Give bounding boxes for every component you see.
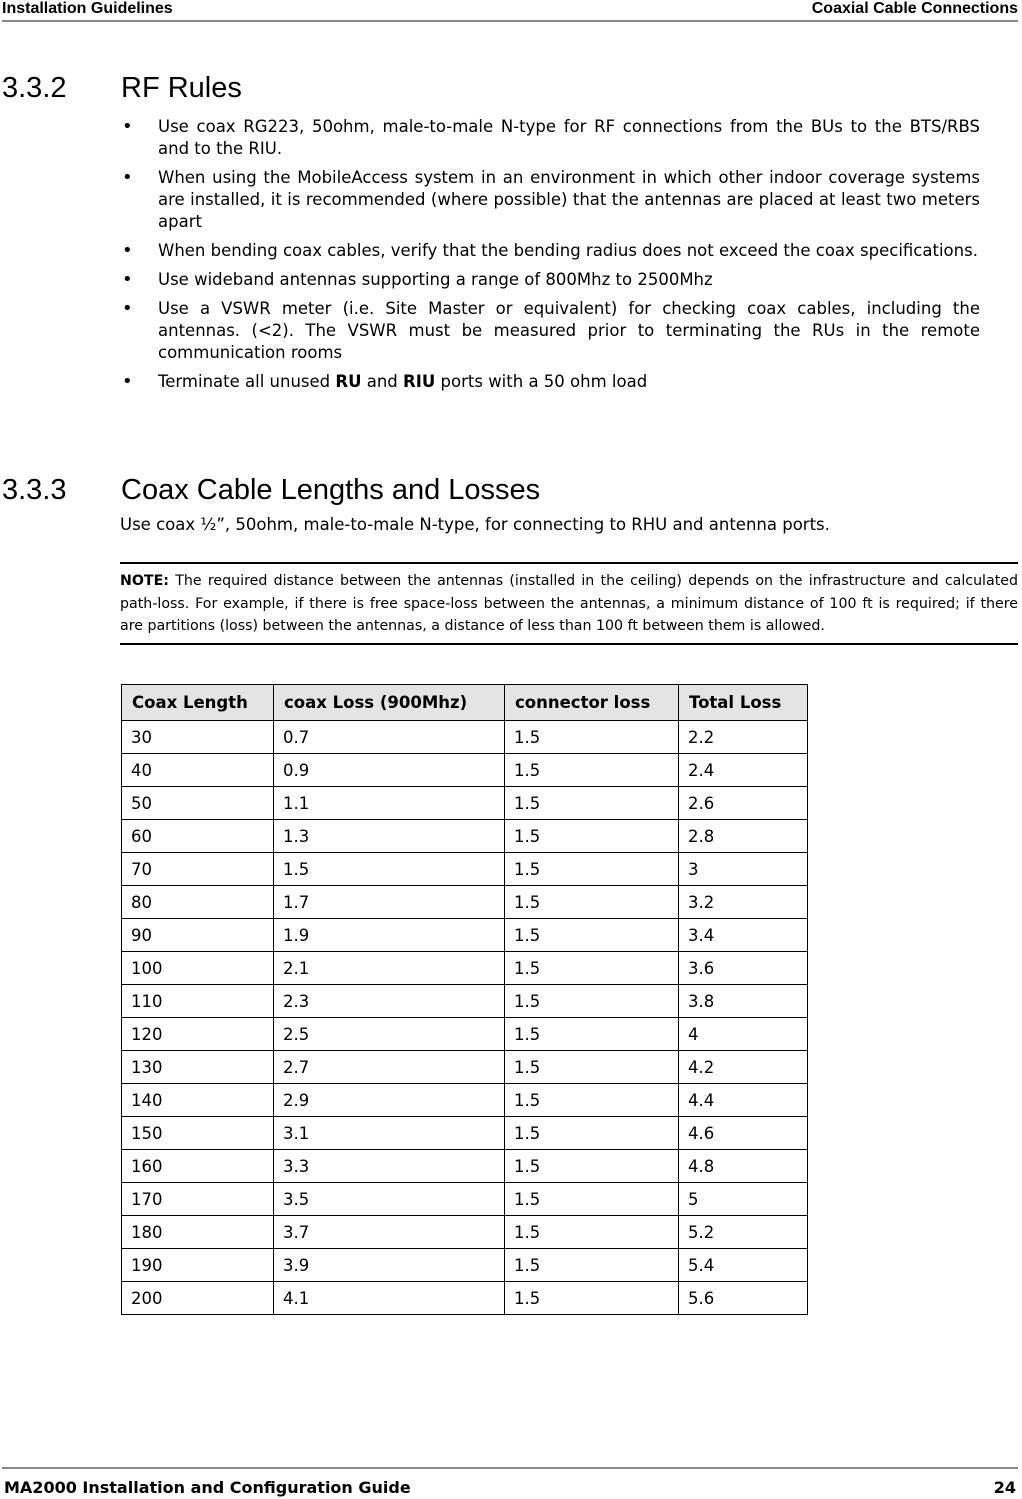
table-cell: 1.9 xyxy=(274,919,505,952)
table-row xyxy=(122,985,808,1018)
table-cell: 4.1 xyxy=(274,1282,505,1315)
table-cell: 1.5 xyxy=(505,886,679,919)
table-cell: 5.4 xyxy=(679,1249,808,1282)
table-cell: 4.6 xyxy=(679,1117,808,1150)
section-title: RF Rules xyxy=(121,72,242,104)
table-cell: 3.2 xyxy=(679,886,808,919)
page-footer xyxy=(2,1467,1018,1499)
list-item-text-suffix: ports with a 50 ohm load xyxy=(435,372,648,391)
table-row xyxy=(122,1117,808,1150)
list-item xyxy=(120,240,980,262)
table-row xyxy=(122,952,808,985)
table-cell: 110 xyxy=(122,985,274,1018)
table-cell: 2.4 xyxy=(679,754,808,787)
table-cell: 160 xyxy=(122,1150,274,1183)
section-heading-rf-rules xyxy=(2,72,902,108)
table-row xyxy=(122,754,808,787)
table-cell: 1.5 xyxy=(274,853,505,886)
table-cell: 3.6 xyxy=(679,952,808,985)
list-item xyxy=(120,269,980,291)
table-cell: 2.2 xyxy=(679,721,808,754)
table-cell: 2.9 xyxy=(274,1084,505,1117)
table-cell: 1.5 xyxy=(505,1051,679,1084)
note-text: The required distance between the antennas (installed in the ceiling) depends on the infrastructure and calculated path-loss. For example, if there is free space-loss between the antennas, a minimum distance of 100 ft is required; if there are partitions (loss) between the antennas, a distance of less than 100 ft between them is allowed. xyxy=(120,573,1018,634)
table-cell: 2.5 xyxy=(274,1018,505,1051)
footer-document-title: MA2000 Installation and Configuration Guide xyxy=(4,1478,411,1497)
page-header xyxy=(2,0,1018,22)
note-label: NOTE: xyxy=(120,573,169,589)
ru-term: RU xyxy=(335,372,362,391)
table-row xyxy=(122,1150,808,1183)
table-cell: 1.5 xyxy=(505,919,679,952)
note-box xyxy=(120,562,1018,645)
table-row xyxy=(122,1051,808,1084)
table-cell: 130 xyxy=(122,1051,274,1084)
table-cell: 60 xyxy=(122,820,274,853)
table-cell: 2.8 xyxy=(679,820,808,853)
bullet-icon: • xyxy=(122,269,133,290)
table-cell: 30 xyxy=(122,721,274,754)
section-number: 3.3.3 xyxy=(2,474,67,506)
column-header: coax Loss (900Mhz) xyxy=(274,685,505,721)
bullet-icon: • xyxy=(122,240,133,261)
table-cell: 1.3 xyxy=(274,820,505,853)
table-cell: 1.5 xyxy=(505,721,679,754)
table-cell: 3.8 xyxy=(679,985,808,1018)
coax-instruction-paragraph: Use coax ½”, 50ohm, male-to-male N-type, for connecting to RHU and antenna ports. xyxy=(120,515,830,534)
table-cell: 1.5 xyxy=(505,754,679,787)
column-header: Coax Length xyxy=(122,685,274,721)
table-header-row xyxy=(122,685,808,721)
table-cell: 1.5 xyxy=(505,1150,679,1183)
table-cell: 2.1 xyxy=(274,952,505,985)
list-item xyxy=(120,298,980,364)
section-title: Coax Cable Lengths and Losses xyxy=(121,474,541,506)
table-cell: 2.6 xyxy=(679,787,808,820)
table-cell: 1.5 xyxy=(505,787,679,820)
table-cell: 3.4 xyxy=(679,919,808,952)
table-cell: 4.2 xyxy=(679,1051,808,1084)
table-cell: 4 xyxy=(679,1018,808,1051)
section-heading-coax-lengths xyxy=(2,474,902,510)
table-cell: 180 xyxy=(122,1216,274,1249)
table-row xyxy=(122,1249,808,1282)
table-cell: 200 xyxy=(122,1282,274,1315)
list-item-text: Use coax RG223, 50ohm, male-to-male N-type for RF connections from the BUs to the BTS/RBS and to the RIU. xyxy=(158,117,980,158)
table-row xyxy=(122,886,808,919)
table-cell: 5.2 xyxy=(679,1216,808,1249)
list-item xyxy=(120,371,980,393)
table-row xyxy=(122,1183,808,1216)
header-section-title: Coaxial Cable Connections xyxy=(811,0,1018,17)
table-cell: 70 xyxy=(122,853,274,886)
table-cell: 4.8 xyxy=(679,1150,808,1183)
bullet-icon: • xyxy=(122,371,133,392)
bullet-icon: • xyxy=(122,298,133,319)
header-chapter-title: Installation Guidelines xyxy=(2,0,173,17)
coax-loss-table xyxy=(121,684,808,1315)
table-row xyxy=(122,721,808,754)
table-cell: 3 xyxy=(679,853,808,886)
table-cell: 1.5 xyxy=(505,853,679,886)
table-cell: 5.6 xyxy=(679,1282,808,1315)
table-cell: 3.5 xyxy=(274,1183,505,1216)
table-cell: 1.5 xyxy=(505,1018,679,1051)
section-number: 3.3.2 xyxy=(2,72,67,104)
list-item xyxy=(120,167,980,233)
table-cell: 40 xyxy=(122,754,274,787)
table-cell: 3.7 xyxy=(274,1216,505,1249)
table-cell: 3.1 xyxy=(274,1117,505,1150)
bullet-icon: • xyxy=(122,116,133,137)
table-row xyxy=(122,787,808,820)
table-row xyxy=(122,1018,808,1051)
table-row xyxy=(122,853,808,886)
table-row xyxy=(122,1282,808,1315)
table-cell: 0.9 xyxy=(274,754,505,787)
page-number: 24 xyxy=(993,1478,1016,1497)
table-cell: 1.7 xyxy=(274,886,505,919)
table-cell: 0.7 xyxy=(274,721,505,754)
list-item-text-middle: and xyxy=(361,372,404,391)
column-header: Total Loss xyxy=(679,685,808,721)
table-row xyxy=(122,1216,808,1249)
rf-rules-list xyxy=(120,116,980,400)
table-cell: 50 xyxy=(122,787,274,820)
list-item-text: When bending coax cables, verify that the bending radius does not exceed the coax specifications. xyxy=(158,241,978,260)
list-item xyxy=(120,116,980,160)
table-cell: 1.5 xyxy=(505,1216,679,1249)
column-header: connector loss xyxy=(505,685,679,721)
riu-term: RIU xyxy=(403,372,436,391)
table-cell: 3.3 xyxy=(274,1150,505,1183)
table-cell: 1.5 xyxy=(505,985,679,1018)
table-row xyxy=(122,820,808,853)
table-cell: 100 xyxy=(122,952,274,985)
table-cell: 2.7 xyxy=(274,1051,505,1084)
table-cell: 1.5 xyxy=(505,1183,679,1216)
list-item-text: Use wideband antennas supporting a range of 800Mhz to 2500Mhz xyxy=(158,270,713,289)
table-cell: 190 xyxy=(122,1249,274,1282)
table-cell: 5 xyxy=(679,1183,808,1216)
list-item-text-prefix: Terminate all unused xyxy=(158,372,336,391)
table-cell: 150 xyxy=(122,1117,274,1150)
bullet-icon: • xyxy=(122,167,133,188)
table-cell: 1.5 xyxy=(505,952,679,985)
table-cell: 2.3 xyxy=(274,985,505,1018)
table-cell: 1.5 xyxy=(505,1117,679,1150)
table-cell: 90 xyxy=(122,919,274,952)
table-cell: 170 xyxy=(122,1183,274,1216)
list-item-text: Use a VSWR meter (i.e. Site Master or equivalent) for checking coax cables, including the antennas. (<2). The VSWR must be measured prior to terminating the RUs in the remote communication rooms xyxy=(158,299,980,362)
table-row xyxy=(122,1084,808,1117)
table-row xyxy=(122,919,808,952)
table-cell: 4.4 xyxy=(679,1084,808,1117)
table-cell: 120 xyxy=(122,1018,274,1051)
table-cell: 3.9 xyxy=(274,1249,505,1282)
table-cell: 1.5 xyxy=(505,820,679,853)
table-cell: 1.5 xyxy=(505,1282,679,1315)
table-cell: 1.5 xyxy=(505,1084,679,1117)
table-cell: 1.1 xyxy=(274,787,505,820)
table-cell: 140 xyxy=(122,1084,274,1117)
list-item-text: When using the MobileAccess system in an environment in which other indoor coverage systems are installed, it is recommended (where possible) that the antennas are placed at least two meters apart xyxy=(158,168,980,231)
table-cell: 1.5 xyxy=(505,1249,679,1282)
table-cell: 80 xyxy=(122,886,274,919)
